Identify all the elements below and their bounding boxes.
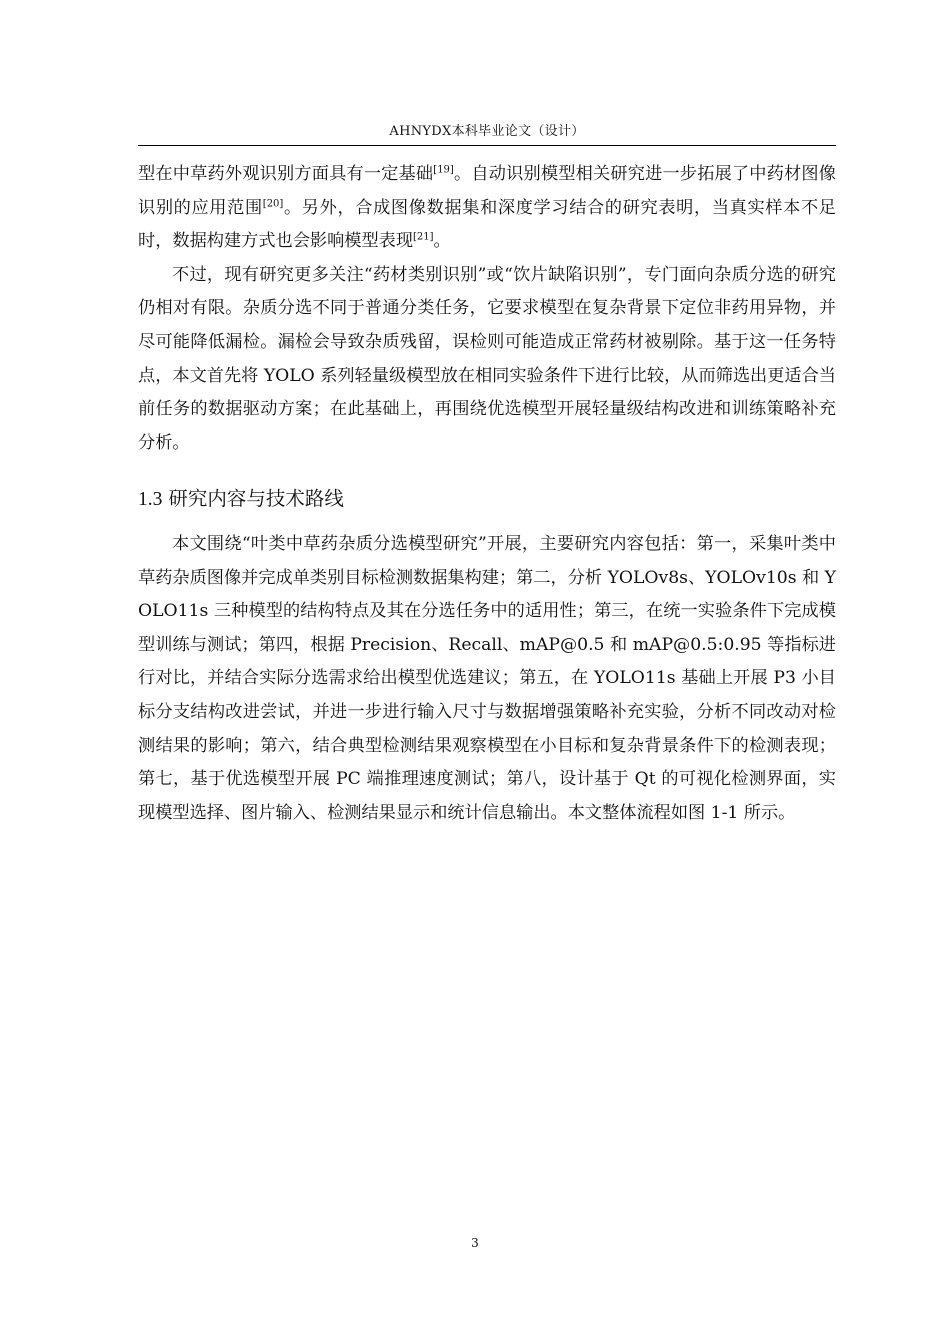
section-number: 1.3	[138, 489, 163, 510]
citation-ref: [21]	[413, 231, 434, 243]
text-run: 。	[433, 231, 451, 252]
citation-ref: [20]	[262, 197, 284, 209]
body-text-bottom	[138, 528, 836, 830]
page-number: 3	[471, 1236, 479, 1250]
citation-ref: [19]	[433, 164, 454, 176]
section-title: 研究内容与技术路线	[168, 487, 344, 510]
body-text-top	[138, 158, 836, 460]
header-rule	[138, 145, 836, 146]
running-header: AHNYDX本科毕业论文（设计）	[389, 124, 585, 139]
paragraph	[138, 528, 836, 830]
paragraph	[138, 259, 836, 461]
text-run: 不过，现有研究更多关注“药材类别识别”或“饮片缺陷识别”，专门面向杂质分选的研究仍相对有限。杂质分选不同于普通分类任务，它要求模型在复杂背景下定位非药用异物，并尽可能降低漏检。漏检会导致杂质残留，误检则可能造成正常药材被剔除。基于这一任务特点，本文首先将 YOLO 系列轻量级模型放在相同实验条件下进行比较，从而筛选出更适合当前任务的数据驱动方案；在此基础上，再围绕优选模型开展轻量级结构改进和训练策略补充分析。	[138, 264, 836, 453]
text-run: 型在中草药外观识别方面具有一定基础	[138, 164, 434, 184]
text-run: 本文围绕“叶类中草药杂质分选模型研究”开展，主要研究内容包括：第一，采集叶类中草药杂质图像并完成单类别目标检测数据集构建；第二，分析 YOLOv8s、YOLOv10s 和 YOLO11s 三种模型的结构特点及其在分选任务中的适用性；第三，在统一实验条件下完成模型训练与测试；第四，根据 Precision、Recall、mAP@0.5 和 mAP@0.5:0.95 等指标进行对比，并结合实际分选需求给出模型优选建议；第五，在 YOLO11s 基础上开展 P3 小目标分支结构改进尝试，并进一步进行输入尺寸与数据增强策略补充实验，分析不同改动对检测结果的影响；第六，结合典型检测结果观察模型在小目标和复杂背景条件下的检测表现；第七，基于优选模型开展 PC 端推理速度测试；第八，设计基于 Qt 的可视化检测界面，实现模型选择、图片输入、检测结果显示和统计信息输出。本文整体流程如图 1-1 所示。	[138, 534, 836, 823]
paragraph-continuation	[138, 158, 836, 259]
text-run: 。另外，合成图像数据集和深度学习结合的研究表明，当真实样本不足时，数据构建方式也会影响模型表现	[138, 197, 836, 252]
text-run: 。自动识别模型相关研究进一步拓展了中药材图像识别的应用范围	[138, 164, 836, 218]
section-heading	[138, 484, 344, 515]
